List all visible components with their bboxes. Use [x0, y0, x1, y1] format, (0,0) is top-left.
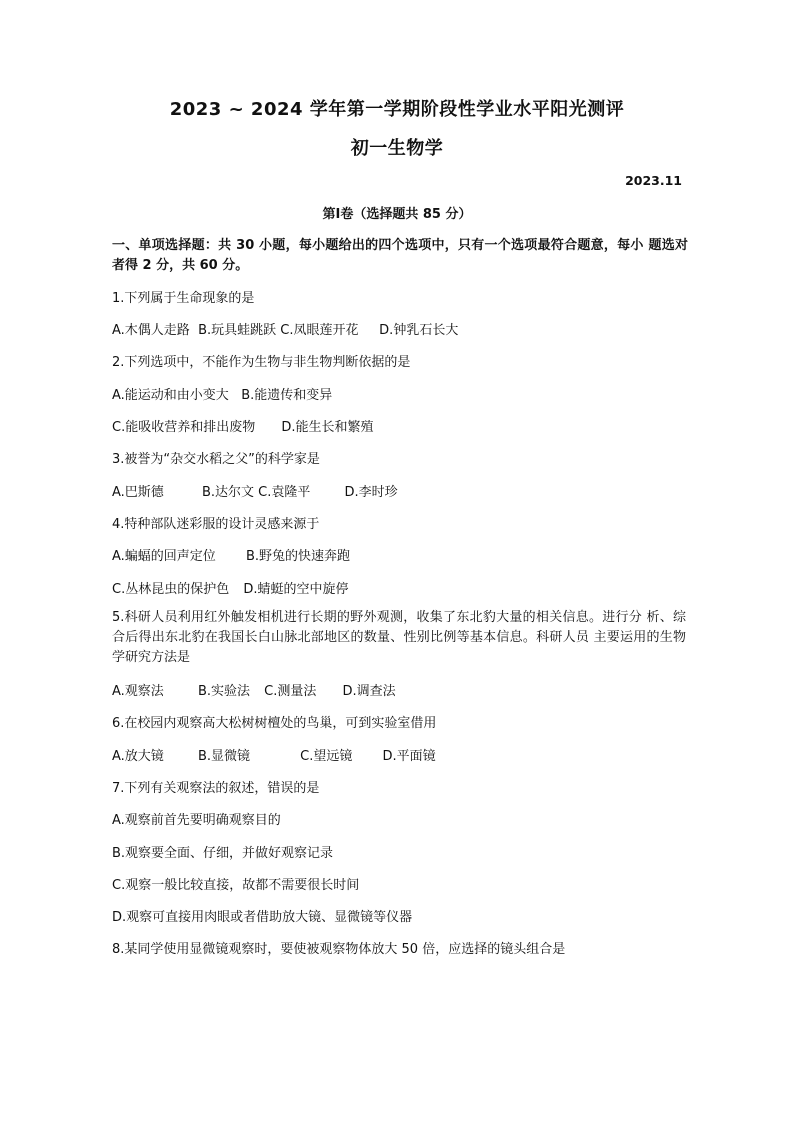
question-stem: 1.下列属于生命现象的是 [112, 291, 255, 306]
option-a: A.观察前首先要明确观察目的 [112, 813, 281, 828]
option-c: C.观察一般比较直接，故都不需要很长时间 [112, 878, 360, 893]
exam-title: 2023 ~ 2024 学年第一学期阶段性学业水平阳光测评 [169, 99, 625, 120]
option-d: D.李时珍 [344, 485, 398, 500]
option-b: B.达尔文 [201, 485, 255, 500]
question-options [112, 416, 374, 435]
option-c: C.望远镜 [300, 749, 353, 764]
option-d: D.能生长和繁殖 [281, 420, 374, 435]
question-options [112, 545, 350, 564]
option-a: A.木偶人走路 [112, 323, 190, 338]
option-d: D.钟乳石长大 [379, 323, 459, 338]
option-c: C.袁隆平 [258, 485, 311, 500]
question-options [112, 578, 349, 597]
question-stem: 5.科研人员利用红外触发相机进行长期的野外观测，收集了东北豹大量的相关信息。进行分 析、综合后得出东北豹在我国长白山脉北部地区的数量、性别比例等基本信息。科研人员 主要运用的生物学研究方法是 [112, 610, 686, 665]
question-stem: 7.下列有关观察法的叙述，错误的是 [112, 781, 320, 796]
option-a: A.巴斯德 [112, 485, 164, 500]
question-stem: 3.被誉为“杂交水稻之父”的科学家是 [112, 452, 320, 467]
option-c: C.测量法 [264, 684, 317, 699]
option-c: C.丛林昆虫的保护色 [112, 582, 230, 597]
option-d: D.蜻蜓的空中旋停 [243, 582, 349, 597]
subject-title: 初一生物学 [350, 138, 444, 159]
question-stem: 4.特种部队迷彩服的设计灵感来源于 [112, 517, 320, 532]
question-options [112, 745, 436, 764]
option-a: A.观察法 [112, 684, 164, 699]
option-a: A.放大镜 [112, 749, 164, 764]
question-options [112, 680, 396, 699]
option-b: B.玩具蛙跳跃 [198, 323, 277, 338]
question-options [112, 481, 398, 500]
option-a: A.蝙蝠的回声定位 [112, 549, 216, 564]
option-d: D.观察可直接用肉眼或者借助放大镜、显微镜等仪器 [112, 910, 413, 925]
section-instructions: 一、单项选择题：共 30 小题，每小题给出的四个选项中，只有一个选项最符合题意，每小 题选对者得 2 分，共 60 分。 [112, 238, 688, 273]
option-c: C.能吸收营养和排出废物 [112, 420, 256, 435]
question-options [112, 384, 332, 403]
option-b: B.实验法 [197, 684, 251, 699]
option-d: D.平面镜 [382, 749, 436, 764]
option-b: B.野兔的快速奔跑 [245, 549, 351, 564]
exam-date: 2023.11 [625, 173, 682, 188]
option-b: B.显微镜 [197, 749, 251, 764]
option-b: B.观察要全面、仔细，并做好观察记录 [112, 846, 334, 861]
question-stem: 8.某同学使用显微镜观察时，要使被观察物体放大 50 倍，应选择的镜头组合是 [112, 942, 566, 957]
option-b: B.能遗传和变异 [241, 388, 333, 403]
volume-heading: 第Ⅰ卷（选择题共 85 分） [322, 207, 472, 222]
question-stem: 6.在校园内观察高大松树树檀处的鸟巢，可到实验室借用 [112, 716, 437, 731]
option-a: A.能运动和由小变大 [112, 388, 229, 403]
question-stem: 2.下列选项中，不能作为生物与非生物判断依据的是 [112, 355, 411, 370]
question-options [112, 319, 458, 338]
option-d: D.调查法 [342, 684, 396, 699]
option-c: C.凤眼莲开花 [280, 323, 359, 338]
